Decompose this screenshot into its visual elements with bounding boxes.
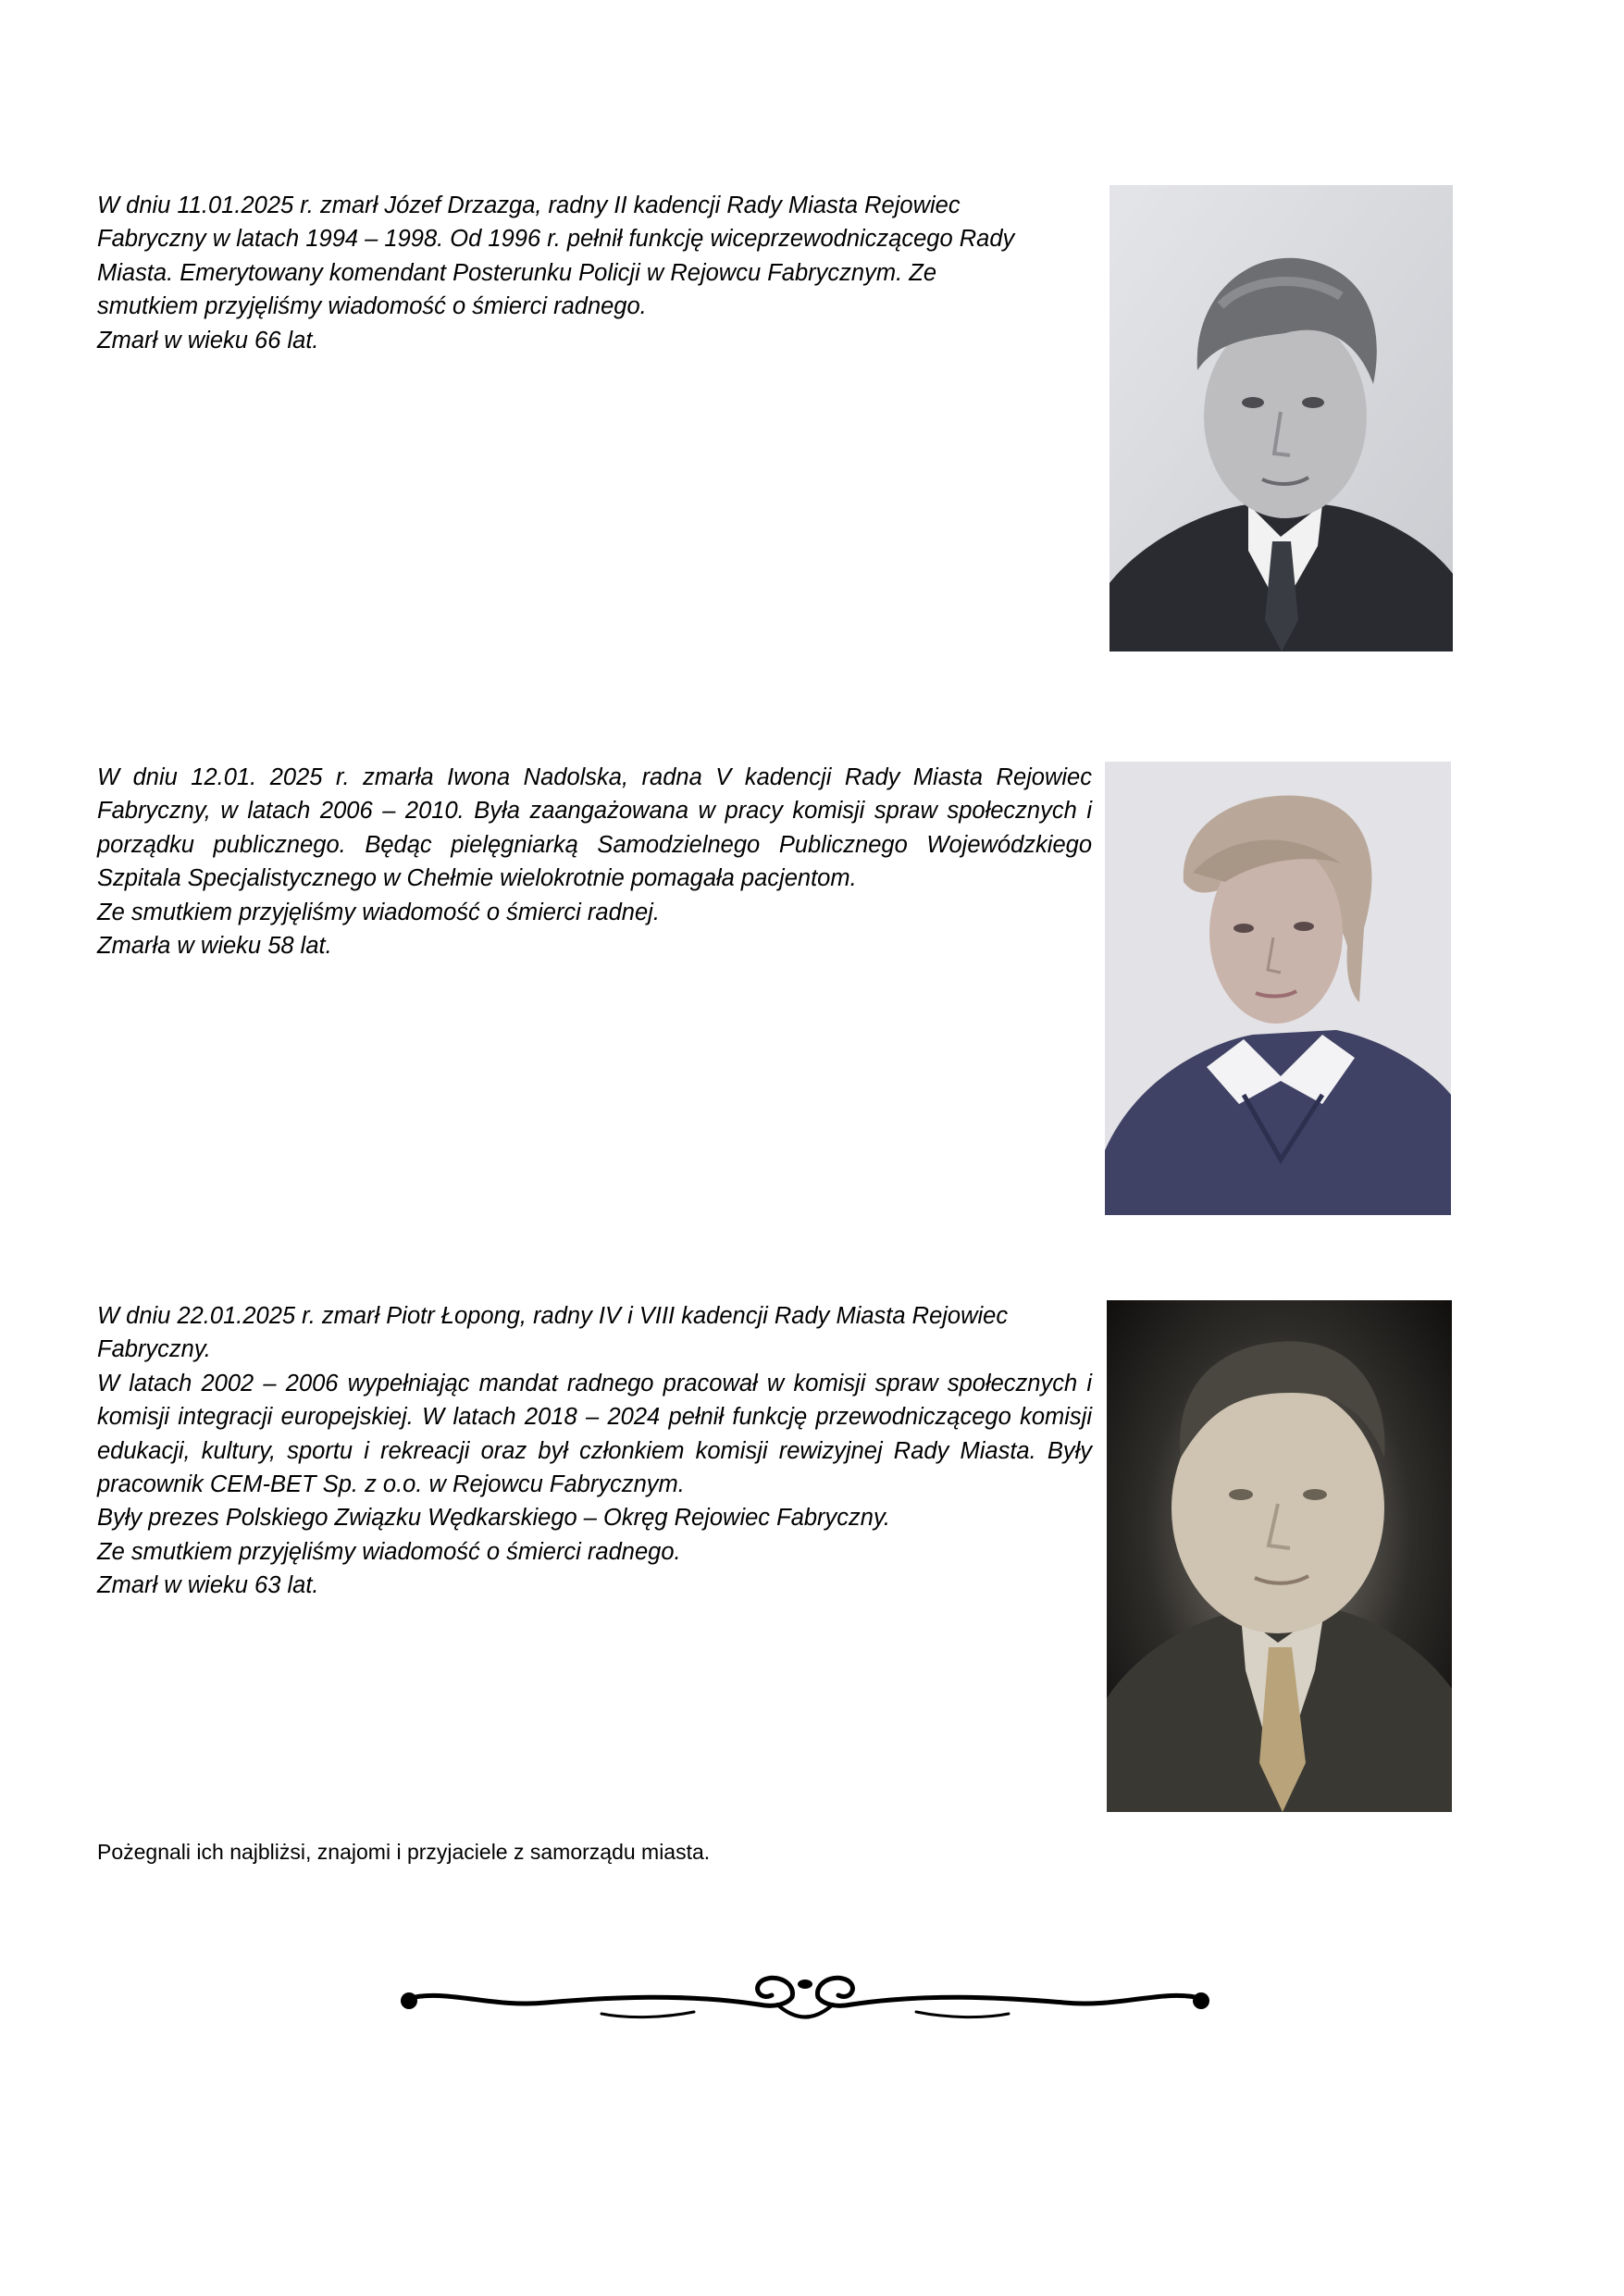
entry-3-line-4: Ze smutkiem przyjęliśmy wiadomość o śmierci radnego. — [97, 1538, 681, 1565]
entry-3-paragraph-1: W dniu 22.01.2025 r. zmarł Piotr Łopong, radny IV i VIII kadencji Rady Miasta Rejowiec Fabryczny. — [97, 1303, 1009, 1363]
entry-1-line-2: Fabryczny w latach 1994 – 1998. Od 1996 r. pełnił funkcję wiceprzewodniczącego Rady — [97, 226, 1015, 253]
obituary-entry-3 — [97, 1299, 1092, 1603]
entry-1-line-5: Zmarł w wieku 66 lat. — [97, 327, 319, 354]
portrait-photo-1 — [1110, 185, 1453, 652]
portrait-woman-icon — [1105, 762, 1451, 1215]
entry-1-line-1: W dniu 11.01.2025 r. zmarł Józef Drzazga, radny II kadencji Rady Miasta Rejowiec — [97, 192, 961, 218]
entry-3-paragraph-2: W latach 2002 – 2006 wypełniając mandat radnego pracował w komisji spraw społecznych i komisji integracji europejskiej. W latach 2018 – 2024 pełnił funkcję przewodniczącego komisji edukacji, kultury, sportu i rekreacji oraz był członkiem komisji rewizyjnej Rady Miasta. Były pracownik CEM-BET Sp. z o.o. w Rejowcu Fabrycznym. — [97, 1370, 1092, 1498]
obituary-entry-1 — [97, 189, 1092, 357]
portrait-photo-3 — [1107, 1300, 1452, 1812]
obituary-entry-2 — [97, 761, 1092, 962]
closing-text: Pożegnali ich najbliżsi, znajomi i przyjaciele z samorządu miasta. — [97, 1840, 711, 1864]
portrait-man-dark-icon — [1107, 1300, 1452, 1812]
entry-2-line-2: Ze smutkiem przyjęliśmy wiadomość o śmierci radnej. — [97, 899, 660, 925]
entry-3-line-5: Zmarł w wieku 63 lat. — [97, 1572, 319, 1599]
entry-3-line-3: Były prezes Polskiego Związku Wędkarskiego – Okręg Rejowiec Fabryczny. — [97, 1505, 890, 1532]
portrait-photo-2 — [1105, 762, 1451, 1215]
portrait-man-icon — [1110, 185, 1453, 652]
decorative-flourish-divider-icon — [389, 1960, 1221, 2034]
entry-1-line-4: smutkiem przyjęliśmy wiadomość o śmierci radnego. — [97, 293, 647, 320]
entry-2-line-3: Zmarła w wieku 58 lat. — [97, 933, 332, 960]
entry-1-line-3: Miasta. Emerytowany komendant Posterunku Policji w Rejowcu Fabrycznym. Ze — [97, 259, 937, 286]
entry-2-paragraph: W dniu 12.01. 2025 r. zmarła Iwona Nadolska, radna V kadencji Rady Miasta Rejowiec Fabryczny, w latach 2006 – 2010. Była zaangażowana w pracy komisji spraw społecznych i porządku publicznego. Będąc pielęgniarką Samodzielnego Publicznego Wojewódzkiego Szpitala Specjalistycznego w Chełmie wielokrotnie pomagała pacjentom. — [97, 764, 1092, 892]
